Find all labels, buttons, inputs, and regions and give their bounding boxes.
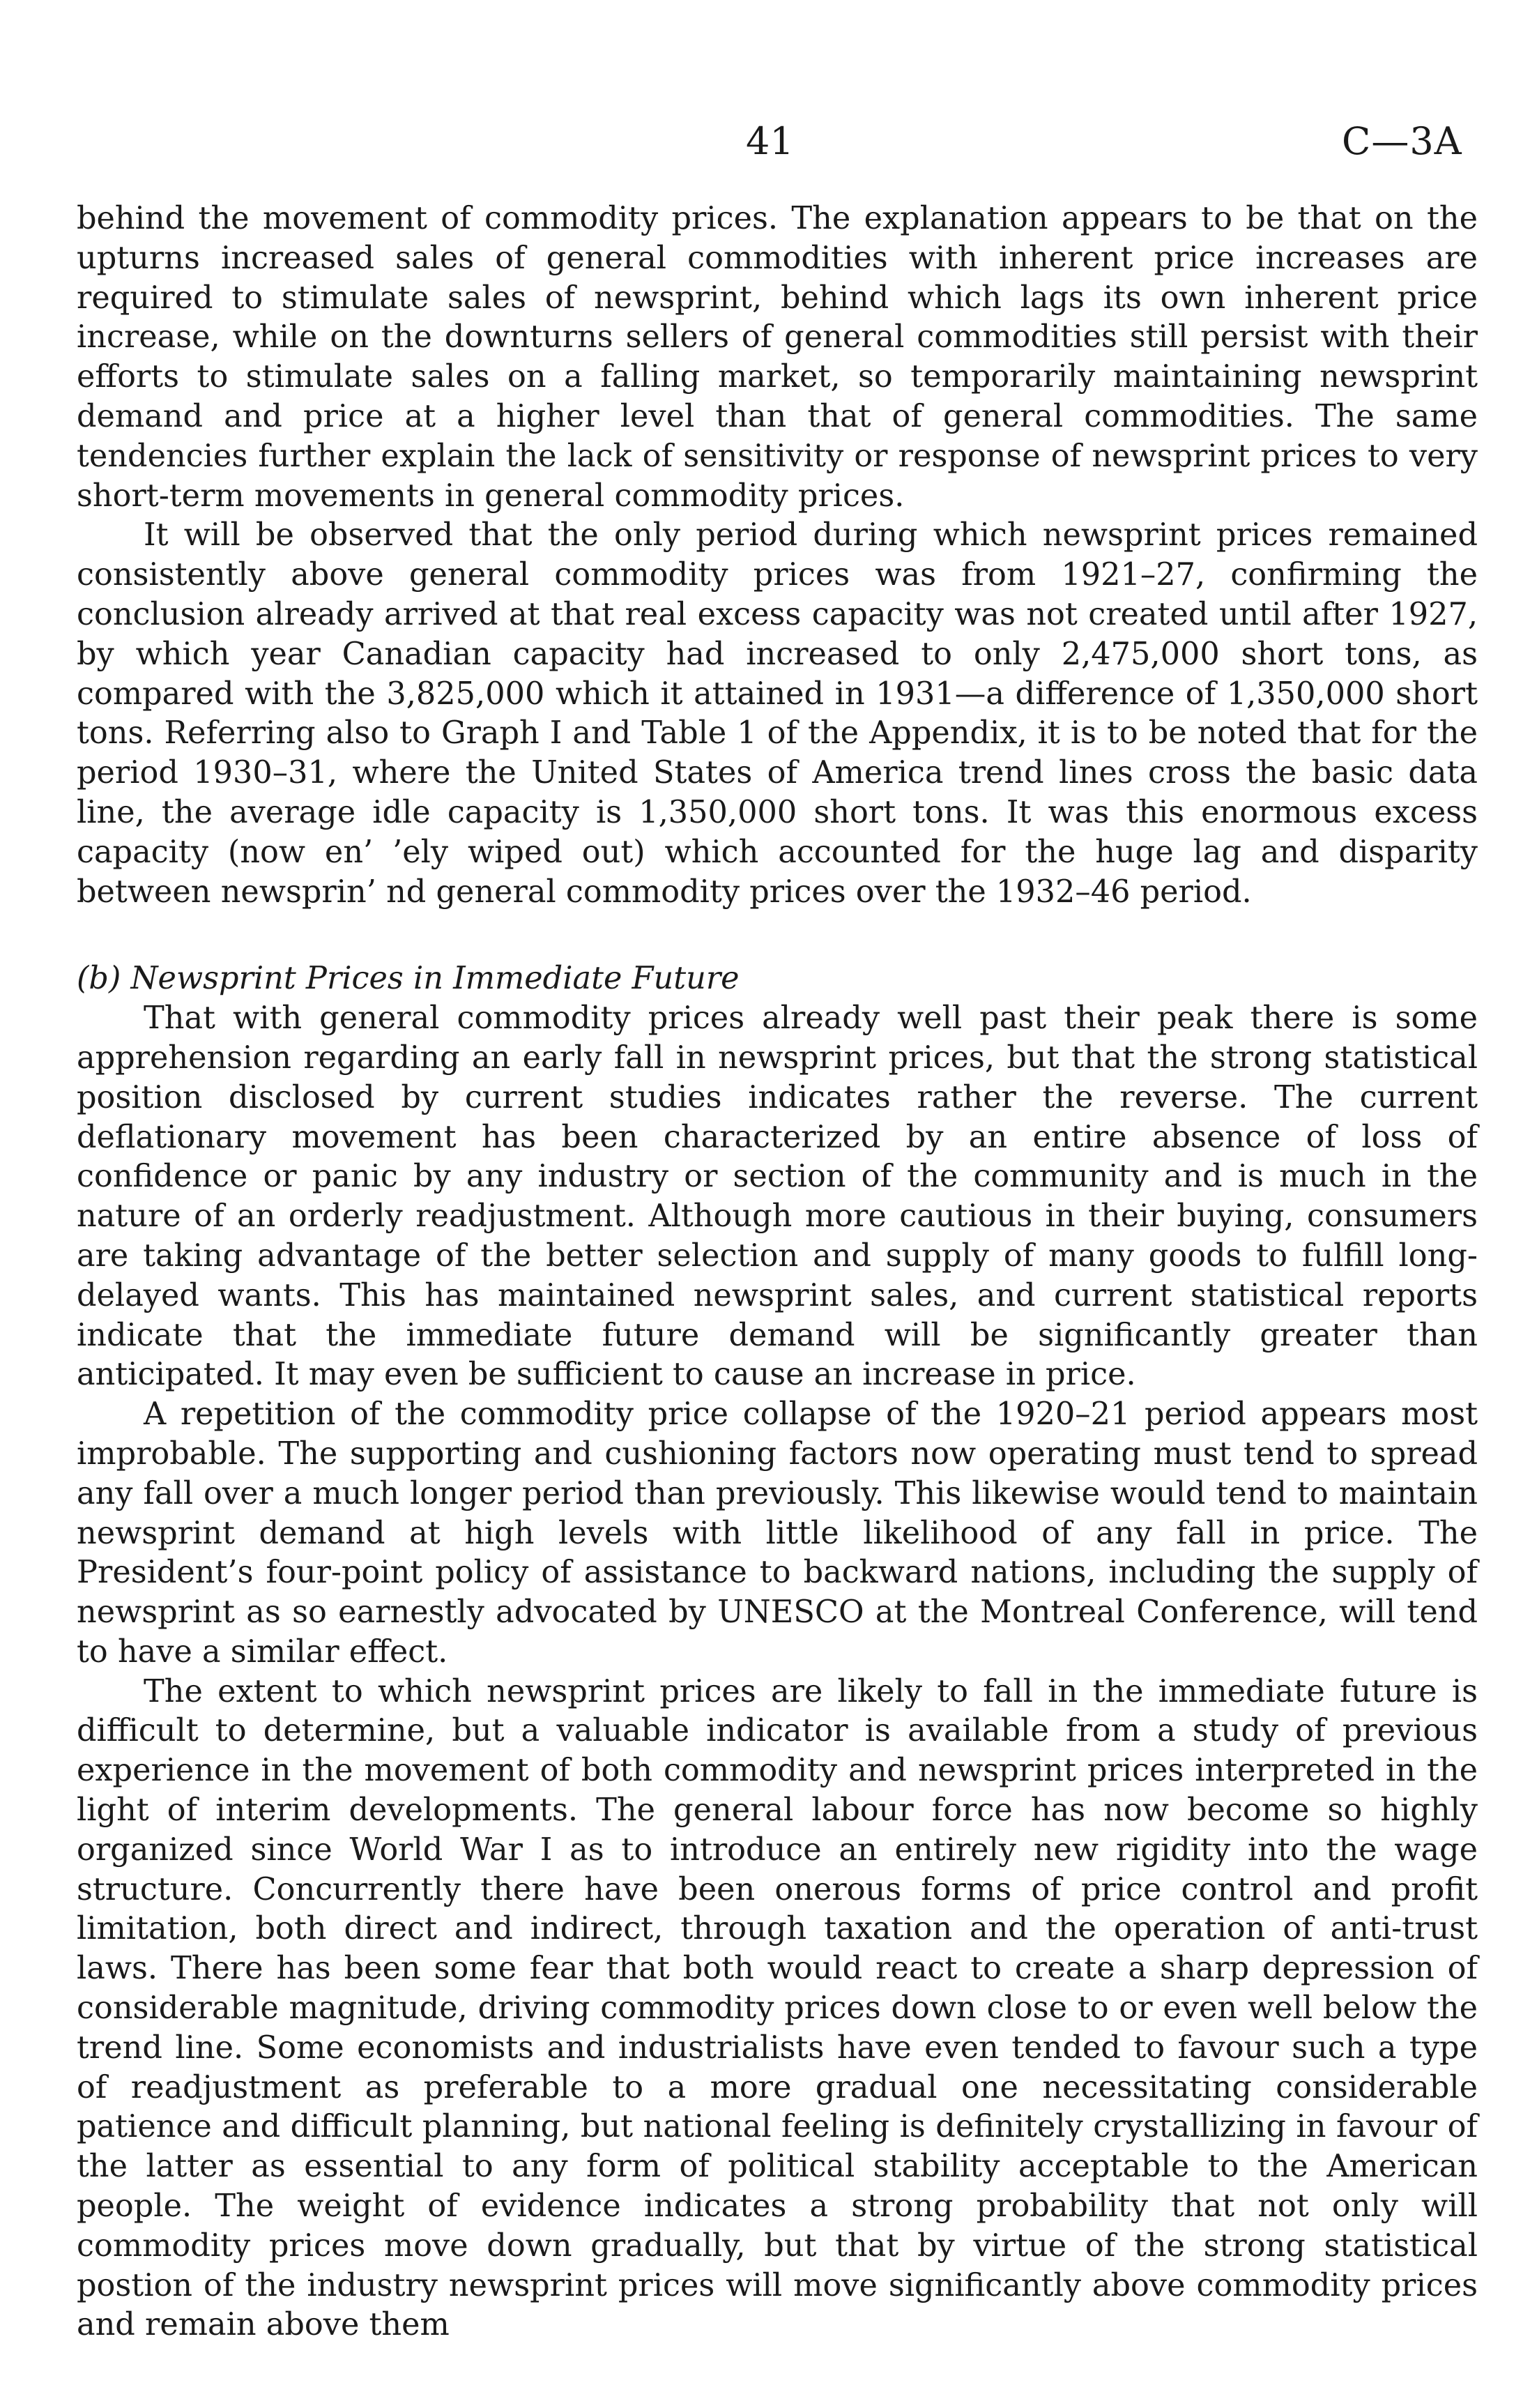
paragraph-continuation: behind the movement of commodity prices. The explanation appears to be that on the upturns increased sales of general commodities with inherent price increases are required to stimulate sales of newsprint, behind which lags its own inherent price increase, while on the downturns sellers of general commodities still persist with their efforts to stimulate sales on a falling market, so temporarily maintaining newsprint demand and price at a higher level than that of general commodities. The same tendencies further explain the lack of sensitivity or response of newsprint prices to very short-term movements in general commodity prices. [77, 200, 1478, 514]
section-label: (b) [77, 960, 121, 997]
paragraph-apprehension: That with general commodity prices already well past their peak there is some apprehension regarding an early fall in newsprint prices, but that the strong statistical position disclosed by current studies indicates rather the reverse. The current deflationary movement has been characterized by an entire absence of loss of confidence or panic by any industry or section of the community and is much in the nature of an orderly readjustment. Although more cautious in their buying, consumers are taking advantage of the better selection and supply of many goods to fulfill long-delayed wants. This has maintained newsprint sales, and current statistical reports indicate that the immediate future demand will be significantly greater than anticipated. It may even be sufficient to cause an increase in price. [77, 1000, 1478, 1393]
section-title: Newsprint Prices in Immediate Future [130, 960, 740, 997]
page-header [0, 117, 1530, 166]
document-code: C—3A [1342, 119, 1462, 163]
paragraph-repetition: A repetition of the commodity price collapse of the 1920–21 period appears most improbable. The supporting and cushioning factors now operating must tend to spread any fall over a much longer period than previously. This likewise would tend to maintain newsprint demand at high levels with little likelihood of any fall in price. The President’s four-point policy of assistance to backward nations, including the supply of newsprint as so earnestly advocated by UNESCO at the Montreal Conference, will tend to have a similar effect. [77, 1396, 1478, 1670]
section-heading-b [77, 959, 1478, 998]
page-number: 41 [746, 119, 794, 163]
paragraph-excess-capacity: It will be observed that the only period during which newsprint prices remained consistently above general commodity prices was from 1921–27, confirming the conclusion already arrived at that real excess capacity was not created until after 1927, by which year Canadian capacity had increased to only 2,475,000 short tons, as compared with the 3,825,000 which it attained in 1931—a difference of 1,350,000 short tons. Referring also to Graph I and Table 1 of the Appendix, it is to be noted that for the period 1930–31, where the United States of America trend lines cross the basic data line, the average idle capacity is 1,350,000 short tons. It was this enormous excess capacity (now en’ ’ely wiped out) which accounted for the huge lag and disparity between newsprin’ nd general commodity prices over the 1932–46 period. [77, 517, 1478, 910]
paragraph-extent: The extent to which newsprint prices are likely to fall in the immediate future is difficult to determine, but a valuable indicator is available from a study of previous experience in the movement of both commodity and newsprint prices interpreted in the light of interim developments. The general labour force has now become so highly organized since World War I as to introduce an entirely new rigidity into the wage structure. Concurrently there have been onerous forms of price control and profit limitation, both direct and indirect, through taxation and the operation of anti-trust laws. There has been some fear that both would react to create a sharp depression of considerable magnitude, driving commodity prices down close to or even well below the trend line. Some economists and industrialists have even tended to favour such a type of readjustment as preferable to a more gradual one necessitating considerable patience and difficult planning, but national feeling is definitely crystallizing in favour of the latter as essential to any form of political stability acceptable to the American people. The weight of evidence indicates a strong probability that not only will commodity prices move down gradually, but that by virtue of the strong statistical postion of the industry newsprint prices will move significantly above commodity prices and remain above them [77, 1672, 1478, 2343]
body-text [77, 199, 1478, 2345]
